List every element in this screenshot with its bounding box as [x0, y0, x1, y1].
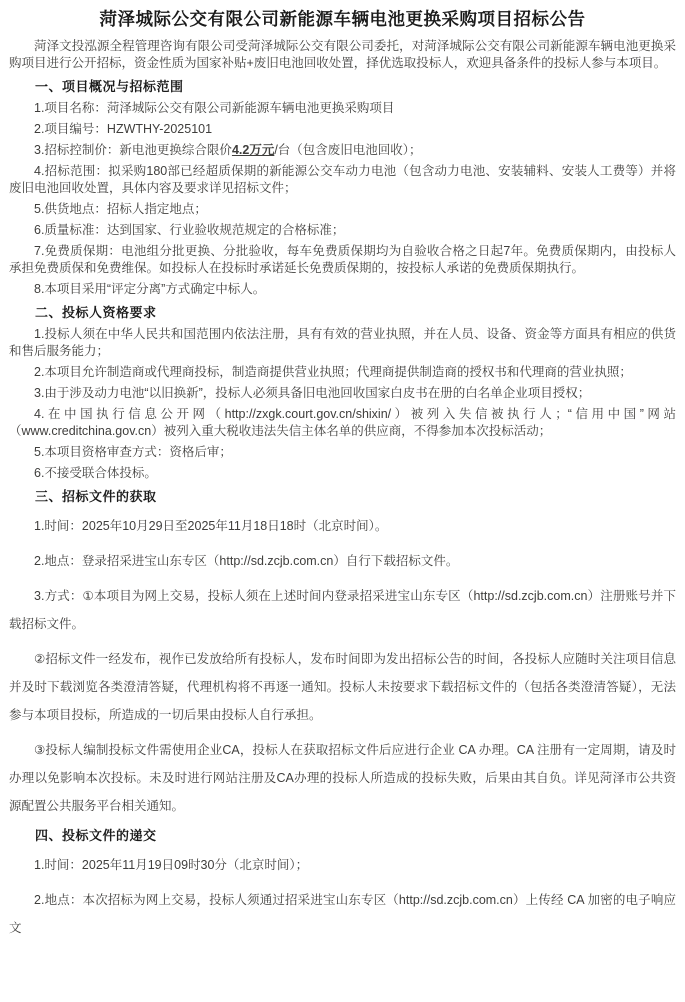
section-heading: 二、投标人资格要求 [35, 305, 157, 320]
text-run: 3.招标控制价：新电池更换综合限价 [34, 143, 232, 157]
list-item: 4.在中国执行信息公开网（http://zxgk.court.gov.cn/shixin/）被列入失信被执行人；“信用中国”网站（www.creditchina.gov.cn）被列入重大税收违法失信主体名单的供应商，不得参加本次投标活动； [9, 407, 676, 438]
document-title: 菏泽城际公交有限公司新能源车辆电池更换采购项目招标公告 [99, 9, 586, 29]
list-item: 1.时间：2025年11月19日09时30分（北京时间）； [34, 858, 309, 872]
list-item: 5.本项目资格审查方式：资格后审； [34, 445, 232, 459]
list-item: 8.本项目采用“评定分离”方式确定中标人。 [34, 282, 266, 296]
section-heading: 三、招标文件的获取 [35, 489, 157, 504]
section-heading: 四、投标文件的递交 [35, 828, 157, 843]
list-item: 6.不接受联合体投标。 [34, 466, 157, 480]
list-item: 5.供货地点：招标人指定地点； [34, 202, 207, 216]
list-item [9, 142, 676, 159]
list-item: 2.项目编号：HZWTHY-2025101 [34, 122, 213, 136]
list-item: 2.地点：本次招标为网上交易，投标人须通过招采进宝山东专区（http://sd.zcjb.com.cn）上传经 CA 加密的电子响应文 [9, 893, 676, 935]
list-item: 6.质量标准：达到国家、行业验收规范规定的合格标准； [34, 223, 345, 237]
list-item: 1.投标人须在中华人民共和国范围内依法注册，具有有效的营业执照，并在人员、设备、资金等方面具有相应的供货和售后服务能力； [9, 327, 676, 358]
list-item: 3.由于涉及动力电池“以旧换新”，投标人必须具备旧电池回收国家白皮书在册的白名单企业项目授权； [34, 386, 591, 400]
intro-paragraph: 菏泽文投泓源全程管理咨询有限公司受菏泽城际公交有限公司委托，对菏泽城际公交有限公司新能源车辆电池更换采购项目进行公开招标，资金性质为国家补贴+废旧电池回收处置，择优选取投标人，欢迎具备条件的投标人参与本项目。 [9, 39, 676, 70]
highlighted-price-text: 4.2万元 [231, 143, 275, 157]
section-heading: 一、项目概况与招标范围 [35, 79, 184, 94]
list-item: 2.地点：登录招采进宝山东专区（http://sd.zcjb.com.cn）自行下载招标文件。 [34, 554, 459, 568]
list-item: 1.项目名称：菏泽城际公交有限公司新能源车辆电池更换采购项目 [34, 101, 395, 115]
list-item: 2.本项目允许制造商或代理商投标，制造商提供营业执照；代理商提供制造商的授权书和代理商的营业执照； [34, 365, 632, 379]
list-item: 1.时间：2025年10月29日至2025年11月18日18时（北京时间）。 [34, 519, 388, 533]
document-body [9, 38, 676, 942]
list-item: 3.方式：①本项目为网上交易，投标人须在上述时间内登录招采进宝山东专区（http://sd.zcjb.com.cn）注册账号并下载招标文件。 [9, 589, 676, 631]
list-item: ②招标文件一经发布，视作已发放给所有投标人，发布时间即为发出招标公告的时间，各投标人应随时关注项目信息并及时下载浏览各类澄清答疑，代理机构将不再逐一通知。投标人未按要求下载招标文件的（包括各类澄清答疑），无法参与本项目投标，所造成的一切后果由投标人自行承担。 [9, 652, 676, 722]
list-item: ③投标人编制投标文件需使用企业CA，投标人在获取招标文件后应进行企业 CA 办理。CA 注册有一定周期，请及时办理以免影响本次投标。未及时进行网站注册及CA办理的投标人所造成的投标失败，后果由其自负。详见菏泽市公共资源配置公共服务平台相关通知。 [9, 743, 676, 813]
list-item: 7.免费质保期：电池组分批更换、分批验收，每车免费质保期均为自验收合格之日起7年。免费质保期内，由投标人承担免费质保和免费维保。如投标人在投标时承诺延长免费质保期的，按投标人承诺的免费质保期执行。 [9, 244, 676, 275]
list-item: 4.招标范围：拟采购180部已经超质保期的新能源公交车动力电池（包含动力电池、安装辅料、安装人工费等）并将废旧电池回收处置，具体内容及要求详见招标文件； [9, 164, 676, 195]
text-run: /台（包含废旧电池回收）； [274, 143, 422, 157]
